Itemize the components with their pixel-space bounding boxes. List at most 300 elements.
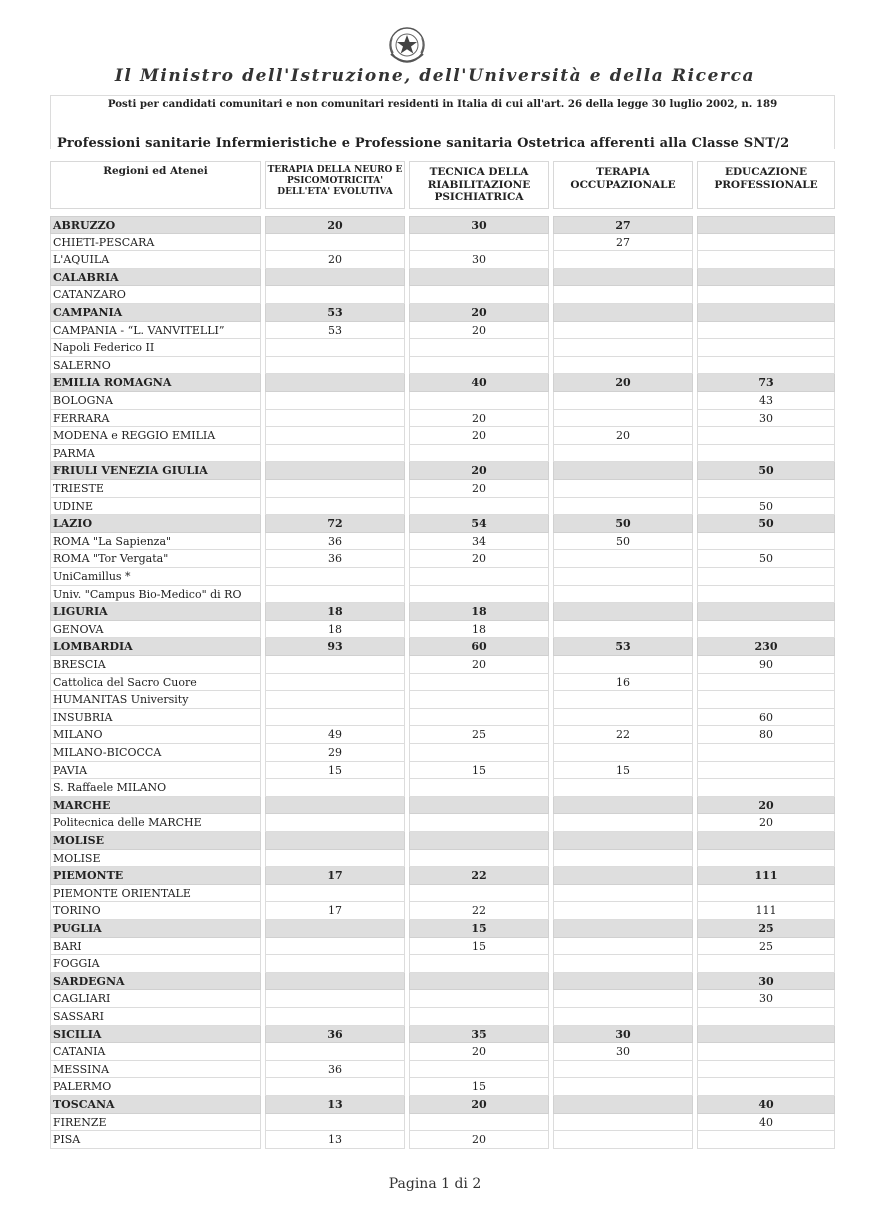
value-cell — [553, 603, 693, 621]
value-cell — [409, 850, 549, 868]
value-cell: 50 — [553, 515, 693, 533]
value-cell: 15 — [409, 762, 549, 780]
value-cell — [409, 445, 549, 463]
table-row — [0, 1061, 870, 1079]
value-cell: 30 — [697, 990, 835, 1008]
value-cell — [265, 374, 405, 392]
value-cell — [409, 709, 549, 727]
value-cell — [265, 586, 405, 604]
region-row — [0, 304, 870, 322]
page-number: Pagina 1 di 2 — [388, 1176, 482, 1192]
value-cell: 20 — [409, 1043, 549, 1061]
region-name: SICILIA — [50, 1026, 261, 1044]
table-row — [0, 1131, 870, 1149]
value-cell — [553, 322, 693, 340]
value-cell — [265, 445, 405, 463]
value-cell: 53 — [553, 638, 693, 656]
header-terapia-neuro: TERAPIA DELLA NEURO E PSICOMOTRICITA' DELL'ETA' EVOLUTIVA — [265, 161, 405, 209]
table-row — [0, 656, 870, 674]
value-cell — [697, 1061, 835, 1079]
value-cell — [553, 973, 693, 991]
value-cell — [553, 568, 693, 586]
region-name: PIEMONTE — [50, 867, 261, 885]
value-cell — [697, 357, 835, 375]
value-cell — [697, 1008, 835, 1026]
value-cell — [553, 990, 693, 1008]
ateneo-name: MILANO-BICOCCA — [50, 744, 261, 762]
value-cell: 22 — [553, 726, 693, 744]
value-cell: 25 — [697, 938, 835, 956]
value-cell — [553, 691, 693, 709]
value-cell — [409, 498, 549, 516]
value-cell: 22 — [409, 902, 549, 920]
value-cell: 18 — [409, 621, 549, 639]
region-name: FRIULI VENEZIA GIULIA — [50, 462, 261, 480]
table-row — [0, 779, 870, 797]
table-row — [0, 410, 870, 428]
value-cell: 50 — [697, 462, 835, 480]
value-cell: 25 — [409, 726, 549, 744]
region-row — [0, 515, 870, 533]
value-cell — [409, 286, 549, 304]
value-cell — [409, 955, 549, 973]
value-cell: 53 — [265, 322, 405, 340]
value-cell — [553, 357, 693, 375]
ateneo-name: BOLOGNA — [50, 392, 261, 410]
value-cell — [409, 1114, 549, 1132]
value-cell — [265, 269, 405, 287]
table-row — [0, 339, 870, 357]
region-row — [0, 269, 870, 287]
table-row — [0, 1008, 870, 1026]
ateneo-name: Univ. "Campus Bio-Medico" di RO — [50, 586, 261, 604]
value-cell: 50 — [697, 515, 835, 533]
value-cell — [409, 1061, 549, 1079]
value-cell — [553, 797, 693, 815]
value-cell: 30 — [553, 1043, 693, 1061]
value-cell — [697, 304, 835, 322]
value-cell — [265, 779, 405, 797]
value-cell — [265, 234, 405, 252]
region-name: TOSCANA — [50, 1096, 261, 1114]
value-cell — [265, 814, 405, 832]
value-cell: 18 — [409, 603, 549, 621]
value-cell: 17 — [265, 902, 405, 920]
value-cell — [409, 339, 549, 357]
value-cell: 20 — [265, 251, 405, 269]
value-cell: 20 — [409, 410, 549, 428]
region-row — [0, 638, 870, 656]
value-cell — [553, 920, 693, 938]
table-row — [0, 744, 870, 762]
value-cell: 35 — [409, 1026, 549, 1044]
value-cell — [409, 691, 549, 709]
value-cell — [265, 920, 405, 938]
ateneo-name: PIEMONTE ORIENTALE — [50, 885, 261, 903]
table-row — [0, 286, 870, 304]
ateneo-name: SASSARI — [50, 1008, 261, 1026]
value-cell — [265, 286, 405, 304]
ateneo-name: CATANZARO — [50, 286, 261, 304]
ateneo-name: GENOVA — [50, 621, 261, 639]
ateneo-name: Politecnica delle MARCHE — [50, 814, 261, 832]
value-cell — [697, 674, 835, 692]
table-row — [0, 498, 870, 516]
ateneo-name: MODENA e REGGIO EMILIA — [50, 427, 261, 445]
value-cell — [409, 797, 549, 815]
ateneo-name: PARMA — [50, 445, 261, 463]
value-cell — [553, 656, 693, 674]
value-cell — [697, 955, 835, 973]
ateneo-name: CHIETI-PESCARA — [50, 234, 261, 252]
value-cell: 20 — [697, 814, 835, 832]
ateneo-name: SALERNO — [50, 357, 261, 375]
value-cell: 54 — [409, 515, 549, 533]
value-cell — [265, 568, 405, 586]
value-cell: 20 — [409, 462, 549, 480]
value-cell — [697, 251, 835, 269]
value-cell: 20 — [409, 550, 549, 568]
value-cell — [697, 1131, 835, 1149]
region-name: LIGURIA — [50, 603, 261, 621]
value-cell — [697, 691, 835, 709]
value-cell: 20 — [697, 797, 835, 815]
value-cell — [409, 269, 549, 287]
table-row — [0, 322, 870, 340]
region-row — [0, 867, 870, 885]
value-cell — [409, 973, 549, 991]
table-row — [0, 938, 870, 956]
ateneo-name: CAMPANIA - “L. VANVITELLI” — [50, 322, 261, 340]
value-cell — [553, 498, 693, 516]
value-cell: 18 — [265, 603, 405, 621]
value-cell — [697, 533, 835, 551]
value-cell: 20 — [409, 427, 549, 445]
value-cell: 20 — [409, 1131, 549, 1149]
ateneo-name: BRESCIA — [50, 656, 261, 674]
region-row — [0, 920, 870, 938]
value-cell — [265, 1043, 405, 1061]
region-row — [0, 1096, 870, 1114]
value-cell: 27 — [553, 216, 693, 234]
table-row — [0, 762, 870, 780]
ateneo-name: TORINO — [50, 902, 261, 920]
value-cell — [265, 1114, 405, 1132]
value-cell: 30 — [409, 216, 549, 234]
table-row — [0, 234, 870, 252]
value-cell — [697, 480, 835, 498]
value-cell — [697, 621, 835, 639]
ateneo-name: MOLISE — [50, 850, 261, 868]
table-row — [0, 533, 870, 551]
value-cell — [697, 286, 835, 304]
table-row — [0, 814, 870, 832]
value-cell — [553, 1131, 693, 1149]
value-cell — [265, 410, 405, 428]
ateneo-name: PAVIA — [50, 762, 261, 780]
value-cell — [265, 938, 405, 956]
value-cell — [409, 392, 549, 410]
value-cell: 15 — [553, 762, 693, 780]
value-cell — [265, 709, 405, 727]
value-cell — [697, 339, 835, 357]
value-cell — [265, 656, 405, 674]
value-cell — [697, 603, 835, 621]
table-row — [0, 586, 870, 604]
value-cell — [553, 1061, 693, 1079]
header-regioni: Regioni ed Atenei — [50, 161, 261, 209]
ateneo-name: FERRARA — [50, 410, 261, 428]
value-cell — [265, 885, 405, 903]
value-cell: 20 — [265, 216, 405, 234]
ateneo-name: HUMANITAS University — [50, 691, 261, 709]
posti-subtitle: Posti per candidati comunitari e non comunitari residenti in Italia di cui all'art. 26 della legge 30 luglio 2002, n. 189 — [107, 98, 778, 110]
value-cell — [409, 814, 549, 832]
table-row — [0, 392, 870, 410]
value-cell — [553, 902, 693, 920]
value-cell — [697, 885, 835, 903]
ateneo-name: CATANIA — [50, 1043, 261, 1061]
value-cell: 40 — [409, 374, 549, 392]
value-cell: 25 — [697, 920, 835, 938]
value-cell — [409, 832, 549, 850]
value-cell: 29 — [265, 744, 405, 762]
value-cell: 20 — [553, 427, 693, 445]
ateneo-name: TRIESTE — [50, 480, 261, 498]
header-educazione-professionale: EDUCAZIONE PROFESSIONALE — [697, 161, 835, 209]
value-cell: 80 — [697, 726, 835, 744]
value-cell: 15 — [409, 920, 549, 938]
value-cell — [697, 744, 835, 762]
region-name: ABRUZZO — [50, 216, 261, 234]
table-row — [0, 850, 870, 868]
value-cell — [553, 445, 693, 463]
header-terapia-occupazionale: TERAPIA OCCUPAZIONALE — [553, 161, 693, 209]
ateneo-name: ROMA "Tor Vergata" — [50, 550, 261, 568]
value-cell — [553, 832, 693, 850]
value-cell: 30 — [697, 973, 835, 991]
region-row — [0, 462, 870, 480]
value-cell: 93 — [265, 638, 405, 656]
value-cell — [553, 814, 693, 832]
value-cell — [265, 1008, 405, 1026]
table-row — [0, 1078, 870, 1096]
value-cell: 40 — [697, 1114, 835, 1132]
ateneo-name: BARI — [50, 938, 261, 956]
value-cell: 73 — [697, 374, 835, 392]
value-cell — [553, 1078, 693, 1096]
value-cell — [409, 1008, 549, 1026]
value-cell — [697, 850, 835, 868]
value-cell — [265, 674, 405, 692]
value-cell: 50 — [697, 550, 835, 568]
value-cell: 20 — [409, 656, 549, 674]
region-name: EMILIA ROMAGNA — [50, 374, 261, 392]
value-cell: 36 — [265, 1061, 405, 1079]
ateneo-name: Napoli Federico II — [50, 339, 261, 357]
value-cell — [409, 357, 549, 375]
table-row — [0, 445, 870, 463]
value-cell — [265, 850, 405, 868]
value-cell — [265, 832, 405, 850]
table-row — [0, 480, 870, 498]
table-row — [0, 1043, 870, 1061]
value-cell — [553, 1008, 693, 1026]
ateneo-name: FIRENZE — [50, 1114, 261, 1132]
value-cell — [409, 674, 549, 692]
value-cell — [553, 286, 693, 304]
value-cell: 20 — [553, 374, 693, 392]
value-cell: 36 — [265, 533, 405, 551]
italian-republic-emblem-icon — [386, 24, 428, 68]
value-cell: 43 — [697, 392, 835, 410]
value-cell — [697, 1026, 835, 1044]
value-cell: 111 — [697, 867, 835, 885]
value-cell — [553, 586, 693, 604]
value-cell — [553, 779, 693, 797]
value-cell — [697, 779, 835, 797]
value-cell: 230 — [697, 638, 835, 656]
ateneo-name: ROMA "La Sapienza" — [50, 533, 261, 551]
value-cell: 30 — [697, 410, 835, 428]
value-cell — [265, 990, 405, 1008]
region-name: PUGLIA — [50, 920, 261, 938]
value-cell: 20 — [409, 322, 549, 340]
region-name: MARCHE — [50, 797, 261, 815]
value-cell — [553, 410, 693, 428]
region-row — [0, 603, 870, 621]
region-row — [0, 1026, 870, 1044]
table-row — [0, 955, 870, 973]
ateneo-name: MESSINA — [50, 1061, 261, 1079]
value-cell — [265, 955, 405, 973]
table-row — [0, 1114, 870, 1132]
value-cell: 60 — [409, 638, 549, 656]
value-cell — [697, 445, 835, 463]
value-cell: 72 — [265, 515, 405, 533]
value-cell: 90 — [697, 656, 835, 674]
value-cell — [697, 1078, 835, 1096]
ateneo-name: Cattolica del Sacro Cuore — [50, 674, 261, 692]
region-name: CALABRIA — [50, 269, 261, 287]
value-cell — [697, 586, 835, 604]
header-tecnica-riabilitazione: TECNICA DELLA RIABILITAZIONE PSICHIATRICA — [409, 161, 549, 209]
value-cell: 36 — [265, 1026, 405, 1044]
value-cell — [409, 568, 549, 586]
table-row — [0, 568, 870, 586]
value-cell: 15 — [409, 1078, 549, 1096]
region-name: CAMPANIA — [50, 304, 261, 322]
value-cell — [553, 867, 693, 885]
value-cell — [553, 462, 693, 480]
value-cell: 16 — [553, 674, 693, 692]
table-row — [0, 990, 870, 1008]
value-cell — [409, 779, 549, 797]
region-name: MOLISE — [50, 832, 261, 850]
value-cell — [697, 216, 835, 234]
value-cell — [553, 938, 693, 956]
region-row — [0, 973, 870, 991]
value-cell — [553, 885, 693, 903]
table-row — [0, 357, 870, 375]
table-row — [0, 427, 870, 445]
table-row — [0, 902, 870, 920]
region-row — [0, 797, 870, 815]
table-row — [0, 251, 870, 269]
value-cell: 15 — [409, 938, 549, 956]
value-cell: 60 — [697, 709, 835, 727]
value-cell — [697, 269, 835, 287]
value-cell — [409, 885, 549, 903]
ateneo-name: FOGGIA — [50, 955, 261, 973]
ateneo-name: CAGLIARI — [50, 990, 261, 1008]
ateneo-name: INSUBRIA — [50, 709, 261, 727]
value-cell: 20 — [409, 304, 549, 322]
value-cell — [553, 1114, 693, 1132]
value-cell — [265, 480, 405, 498]
value-cell: 34 — [409, 533, 549, 551]
value-cell — [265, 1078, 405, 1096]
value-cell — [409, 234, 549, 252]
table-row — [0, 709, 870, 727]
table-row — [0, 674, 870, 692]
value-cell — [697, 234, 835, 252]
region-row — [0, 832, 870, 850]
ateneo-name: MILANO — [50, 726, 261, 744]
value-cell — [553, 269, 693, 287]
value-cell — [265, 797, 405, 815]
value-cell — [409, 586, 549, 604]
value-cell — [409, 990, 549, 1008]
value-cell: 13 — [265, 1131, 405, 1149]
region-name: LOMBARDIA — [50, 638, 261, 656]
ateneo-name: UDINE — [50, 498, 261, 516]
ateneo-name: L'AQUILA — [50, 251, 261, 269]
value-cell — [265, 339, 405, 357]
region-name: LAZIO — [50, 515, 261, 533]
value-cell — [265, 973, 405, 991]
value-cell — [553, 744, 693, 762]
value-cell: 111 — [697, 902, 835, 920]
value-cell: 30 — [553, 1026, 693, 1044]
value-cell — [553, 621, 693, 639]
value-cell: 40 — [697, 1096, 835, 1114]
value-cell — [553, 339, 693, 357]
value-cell: 36 — [265, 550, 405, 568]
value-cell — [697, 427, 835, 445]
value-cell: 17 — [265, 867, 405, 885]
value-cell — [265, 357, 405, 375]
region-row — [0, 216, 870, 234]
value-cell — [553, 480, 693, 498]
ateneo-name: PALERMO — [50, 1078, 261, 1096]
value-cell — [553, 709, 693, 727]
ateneo-name: S. Raffaele MILANO — [50, 779, 261, 797]
ministry-title: Il Ministro dell'Istruzione, dell'Università e della Ricerca — [114, 66, 756, 86]
value-cell — [553, 850, 693, 868]
value-cell: 30 — [409, 251, 549, 269]
value-cell: 13 — [265, 1096, 405, 1114]
value-cell — [409, 744, 549, 762]
value-cell — [553, 251, 693, 269]
table-row — [0, 621, 870, 639]
value-cell: 20 — [409, 480, 549, 498]
value-cell — [553, 392, 693, 410]
ateneo-name: UniCamillus * — [50, 568, 261, 586]
value-cell — [697, 762, 835, 780]
region-name: SARDEGNA — [50, 973, 261, 991]
value-cell: 18 — [265, 621, 405, 639]
